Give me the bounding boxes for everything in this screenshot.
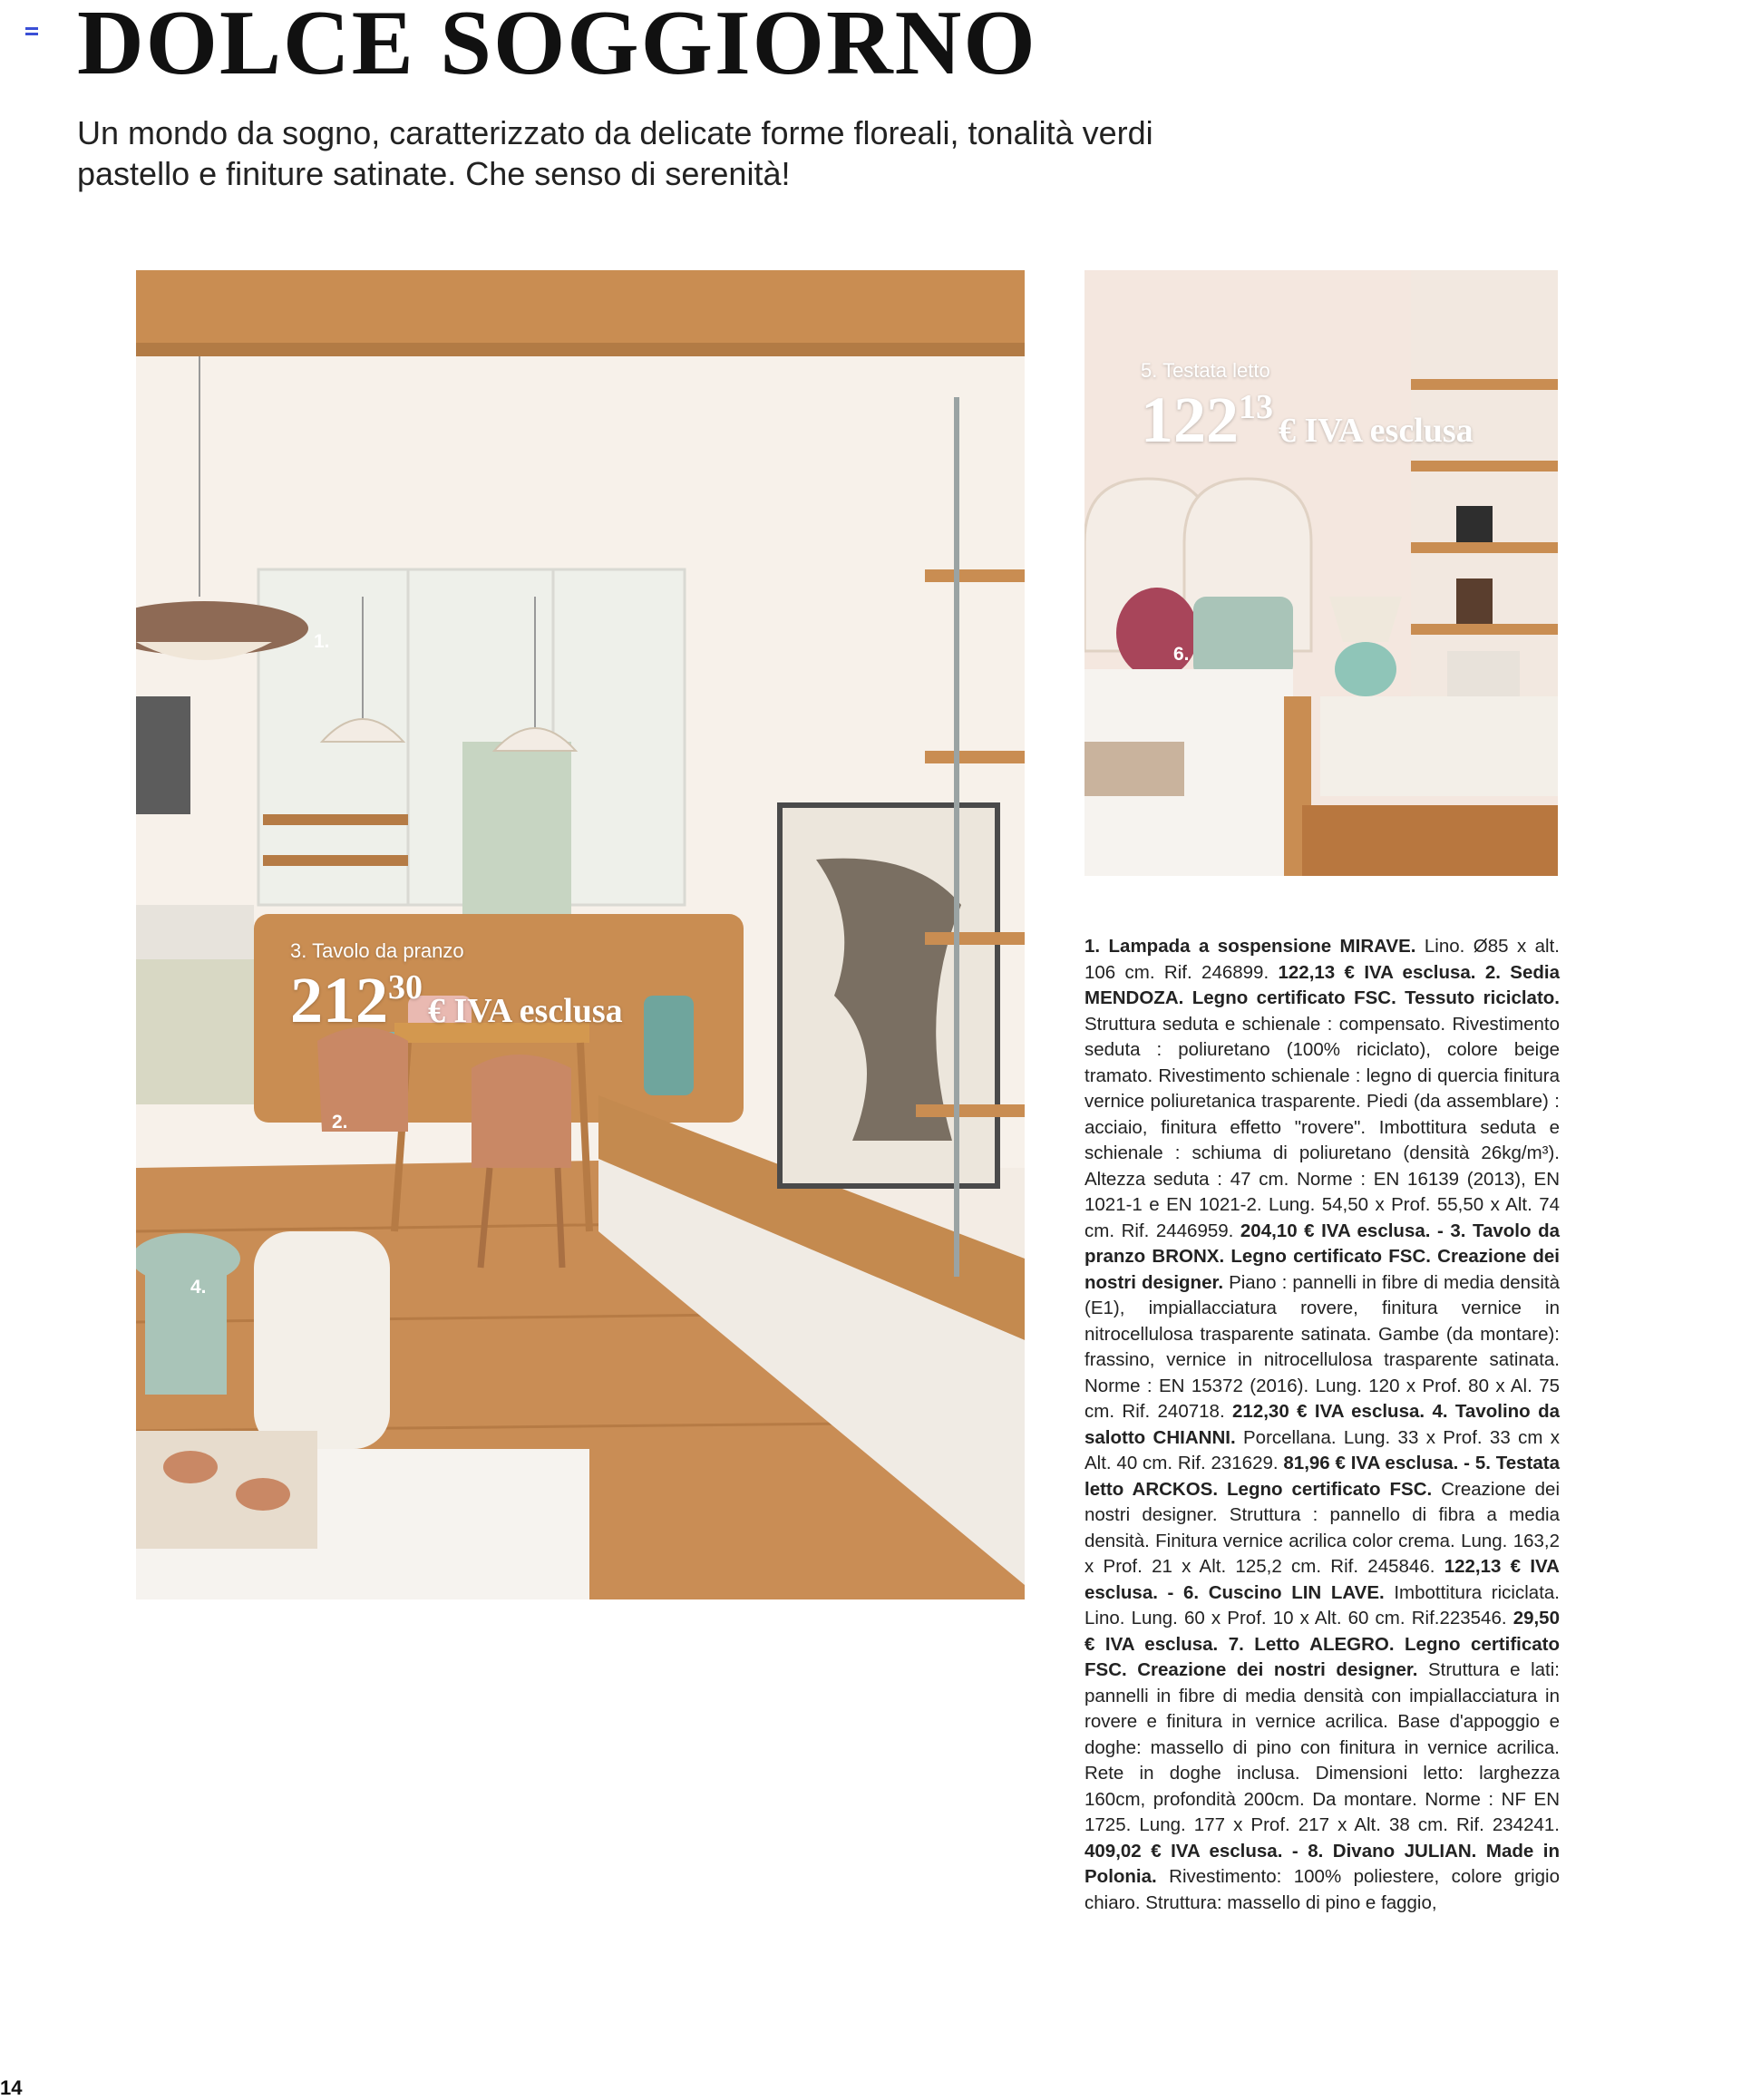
desc-run: 212,30 € IVA esclusa. 4. Tavolino da salotto CHIANNI. bbox=[1084, 1401, 1560, 1448]
price-tag-dining-table bbox=[290, 939, 623, 1038]
bedroom-photo bbox=[1084, 270, 1558, 876]
marker-cushion: 6. bbox=[1173, 644, 1190, 665]
price-tax: € IVA esclusa bbox=[1279, 412, 1474, 450]
desc-run: Porcellana. Lung. 33 x Prof. 33 cm x Alt. 40 cm. Rif. 231629. bbox=[1084, 1426, 1560, 1473]
page-number: 14 bbox=[0, 2076, 23, 2099]
marker-lamp: 1. bbox=[314, 631, 330, 652]
desc-run: 1. Lampada a sospensione MIRAVE. bbox=[1084, 936, 1425, 957]
marker-coffee-table: 4. bbox=[190, 1277, 207, 1298]
price-tax: € IVA esclusa bbox=[428, 992, 623, 1030]
desc-run: Struttura e lati: pannelli in fibre di media densità con impiallacciatura in rovere e finitura in vernice acrilica. Base d'appoggio e doghe: massello di pino con finitura in vernice acrilica. Rete in doghe inclusa. Dimensioni letto: larghezza 160cm, profondità 200cm. Da montare. Norme : NF EN 1725. Lung. 177 x Prof. 217 x Alt. 38 cm. Rif. 234241. bbox=[1084, 1659, 1560, 1835]
product-description bbox=[1084, 934, 1560, 1916]
desc-run: Imbottitura riciclata. Lino. Lung. 60 x Prof. 10 x Alt. 60 cm. Rif.223546. bbox=[1084, 1581, 1560, 1628]
desc-run: Piano : pannelli in fibre di media densità (E1), impiallacciatura rovere, finitura vernice in nitrocellulosa trasparente satinata. Gambe (da montare): frassino, vernice in nitrocellulosa trasparente satinata. Norme : EN 15372 (2016). Lung. 120 x Prof. 80 x Al. 75 cm. Rif. 240718. bbox=[1084, 1271, 1560, 1422]
desc-run: 122,13 € IVA esclusa. 2. Sedia MENDOZA. Legno certificato FSC. Tessuto riciclato. bbox=[1084, 961, 1560, 1008]
desc-run: Lino. Ø85 x alt. 106 cm. Rif. 246899. bbox=[1084, 936, 1560, 983]
price-integer: 212 bbox=[290, 964, 388, 1036]
living-room-photo bbox=[136, 270, 1025, 1599]
desc-run: 81,96 € IVA esclusa. - 5. Testata letto ARCKOS. Legno certificato FSC. bbox=[1084, 1453, 1560, 1500]
price-tag-headboard bbox=[1141, 359, 1474, 458]
price-decimal: 13 bbox=[1239, 388, 1273, 426]
menu-icon[interactable] bbox=[25, 27, 38, 38]
price-decimal: 30 bbox=[388, 968, 423, 1006]
desc-run: Rivestimento: 100% poliestere, colore grigio chiaro. Struttura: massello di pino e faggio, bbox=[1084, 1866, 1560, 1913]
desc-run: 29,50 € IVA esclusa. 7. Letto ALEGRO. Legno certificato FSC. Creazione dei nostri designer. bbox=[1084, 1608, 1560, 1680]
desc-run: Struttura seduta e schienale : compensato. Rivestimento seduta : poliuretano (100% riciclato), colore beige tramato. Rivestimento schienale : legno di quercia finitura vernice poliuretanica trasparente. Piedi (da assemblare) : acciaio, finitura effetto "rovere". Imbottitura seduta e schienale : schiuma di poliuretano (densità 26kg/m³). Altezza seduta : 47 cm. Norme : EN 16139 (2013), EN 1021-1 e EN 1021-2. Lung. 54,50 x Prof. 55,50 x Alt. 74 cm. Rif. 2446959. bbox=[1084, 1013, 1560, 1241]
price-tag-label: 3. Tavolo da pranzo bbox=[290, 939, 464, 962]
desc-run: 204,10 € IVA esclusa. - 3. Tavolo da pranzo BRONX. Legno certificato FSC. Creazione dei nostri designer. bbox=[1084, 1220, 1560, 1293]
desc-run: 409,02 € IVA esclusa. - 8. Divano JULIAN. Made in Polonia. bbox=[1084, 1840, 1560, 1887]
price-integer: 122 bbox=[1141, 384, 1239, 456]
desc-run: 122,13 € IVA esclusa. - 6. Cuscino LIN LAVE. bbox=[1084, 1556, 1560, 1603]
price-tag-price bbox=[1141, 383, 1474, 458]
price-tag-price bbox=[290, 963, 623, 1038]
desc-run: Creazione dei nostri designer. Struttura : pannello di fibra a media densità. Finitura vernice acrilica color crema. Lung. 163,2 x Prof. 21 x Alt. 125,2 cm. Rif. 245846. bbox=[1084, 1478, 1560, 1577]
price-tag-label: 5. Testata letto bbox=[1141, 359, 1270, 382]
page-subtitle: Un mondo da sogno, caratterizzato da delicate forme floreali, tonalità verdi pastello e finiture satinate. Che senso di serenità! bbox=[77, 114, 1153, 192]
marker-chair: 2. bbox=[332, 1112, 348, 1133]
page-title: DOLCE SOGGIORNO bbox=[77, 0, 1037, 94]
living-room-illustration bbox=[136, 270, 1025, 1599]
